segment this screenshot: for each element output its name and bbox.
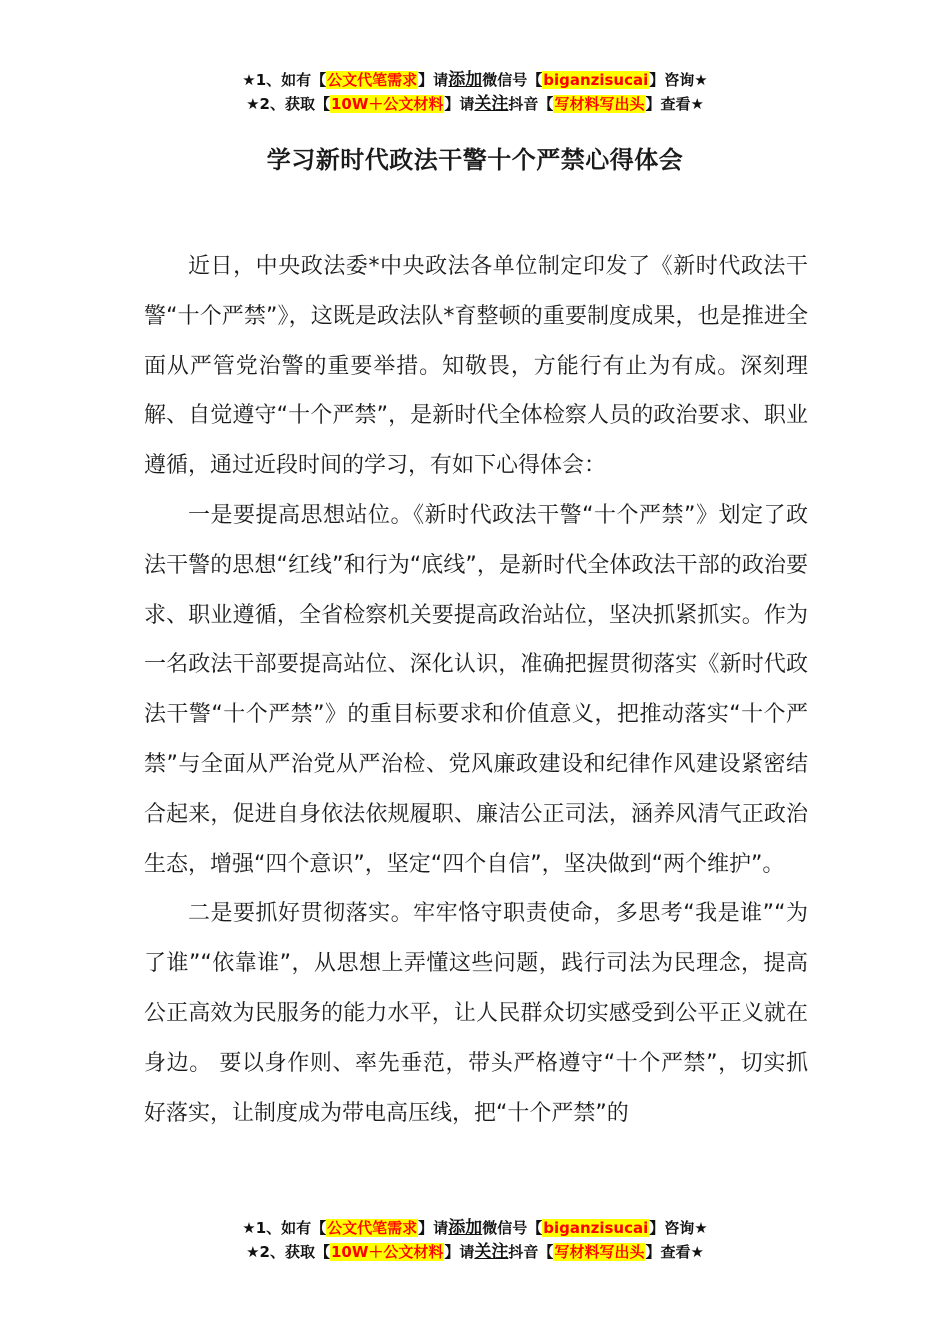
ad-highlight: 公文代笔需求 [327, 71, 418, 89]
ad-text: 微信号【 [482, 1219, 543, 1237]
ad-text: 】查看★ [645, 1243, 704, 1261]
header-ad-line-1 [0, 68, 950, 92]
footer-ad-line-2 [0, 1240, 950, 1264]
ad-text: 微信号【 [482, 71, 543, 89]
ad-highlight: biganzisucai [543, 1219, 649, 1237]
ad-highlight: 公文代笔需求 [327, 1219, 418, 1237]
paragraph: 一是要提高思想站位。《新时代政法干警“十个严禁”》划定了政法干警的思想“红线”和行为“底线”，是新时代全体政法干部的政治要求、职业遵循，全省检察机关要提高政治站位，坚决抓紧抓实。作为一名政法干部要提高站位、深化认识，准确把握贯彻落实《新时代政法干警“十个严禁”》的重目标要求和价值意义，把推动落实“十个严禁”与全面从严治党从严治检、党风廉政建设和纪律作风建设紧密结合起来，促进自身依法依规履职、廉洁公正司法，涵养风清气正政治生态，增强“四个意识”，坚定“四个自信”，坚决做到“两个维护”。 [144, 502, 808, 877]
footer-ad-banner [0, 1216, 950, 1264]
ad-text: 】查看★ [645, 95, 704, 113]
header-ad-banner [0, 68, 950, 116]
ad-highlight: biganzisucai [543, 71, 649, 89]
ad-highlight: 10W＋公文材料 [330, 95, 444, 113]
ad-text: ★1、如有【 [242, 71, 327, 89]
header-ad-line-2 [0, 92, 950, 116]
ad-text: 】请 [444, 1243, 475, 1261]
ad-text: 抖音【 [508, 1243, 554, 1261]
paragraph: 近日，中央政法委*中央政法各单位制定印发了《新时代政法干警“十个严禁”》，这既是政法队*育整顿的重要制度成果，也是推进全面从严管党治警的重要举措。知敬畏，方能行有止为有成。深刻理解、自觉遵守“十个严禁”，是新时代全体检察人员的政治要求、职业遵循，通过近段时间的学习，有如下心得体会： [144, 254, 808, 479]
ad-highlight: 写材料写出头 [554, 1243, 645, 1261]
ad-highlight: 写材料写出头 [554, 95, 645, 113]
ad-text: 】咨询★ [649, 71, 708, 89]
ad-text: 】请 [444, 95, 475, 113]
ad-text: ★2、获取【 [246, 95, 330, 113]
ad-text: ★1、如有【 [242, 1219, 327, 1237]
document-title: 学习新时代政法干警十个严禁心得体会 [266, 146, 684, 174]
ad-text: 】请 [418, 1219, 449, 1237]
ad-text: 抖音【 [508, 95, 554, 113]
footer-ad-line-1 [0, 1216, 950, 1240]
ad-text: 】咨询★ [649, 1219, 708, 1237]
document-body [144, 242, 808, 1138]
ad-text: ★2、获取【 [246, 1243, 330, 1261]
ad-highlight: 10W＋公文材料 [330, 1243, 444, 1261]
ad-emphasis: 关注 [474, 94, 509, 114]
ad-text: 】请 [418, 71, 449, 89]
paragraph: 二是要抓好贯彻落实。牢牢恪守职责使命，多思考“我是谁”“为了谁”“依靠谁”，从思想上弄懂这些问题，践行司法为民理念，提高公正高效为民服务的能力水平，让人民群众切实感受到公平正义就在身边。 要以身作则、率先垂范，带头严格遵守“十个严禁”，切实抓好落实，让制度成为带电高压线，把“十个严禁”的 [144, 901, 808, 1126]
ad-emphasis: 关注 [474, 1242, 509, 1262]
ad-emphasis: 添加 [448, 1218, 483, 1238]
ad-emphasis: 添加 [448, 70, 483, 90]
